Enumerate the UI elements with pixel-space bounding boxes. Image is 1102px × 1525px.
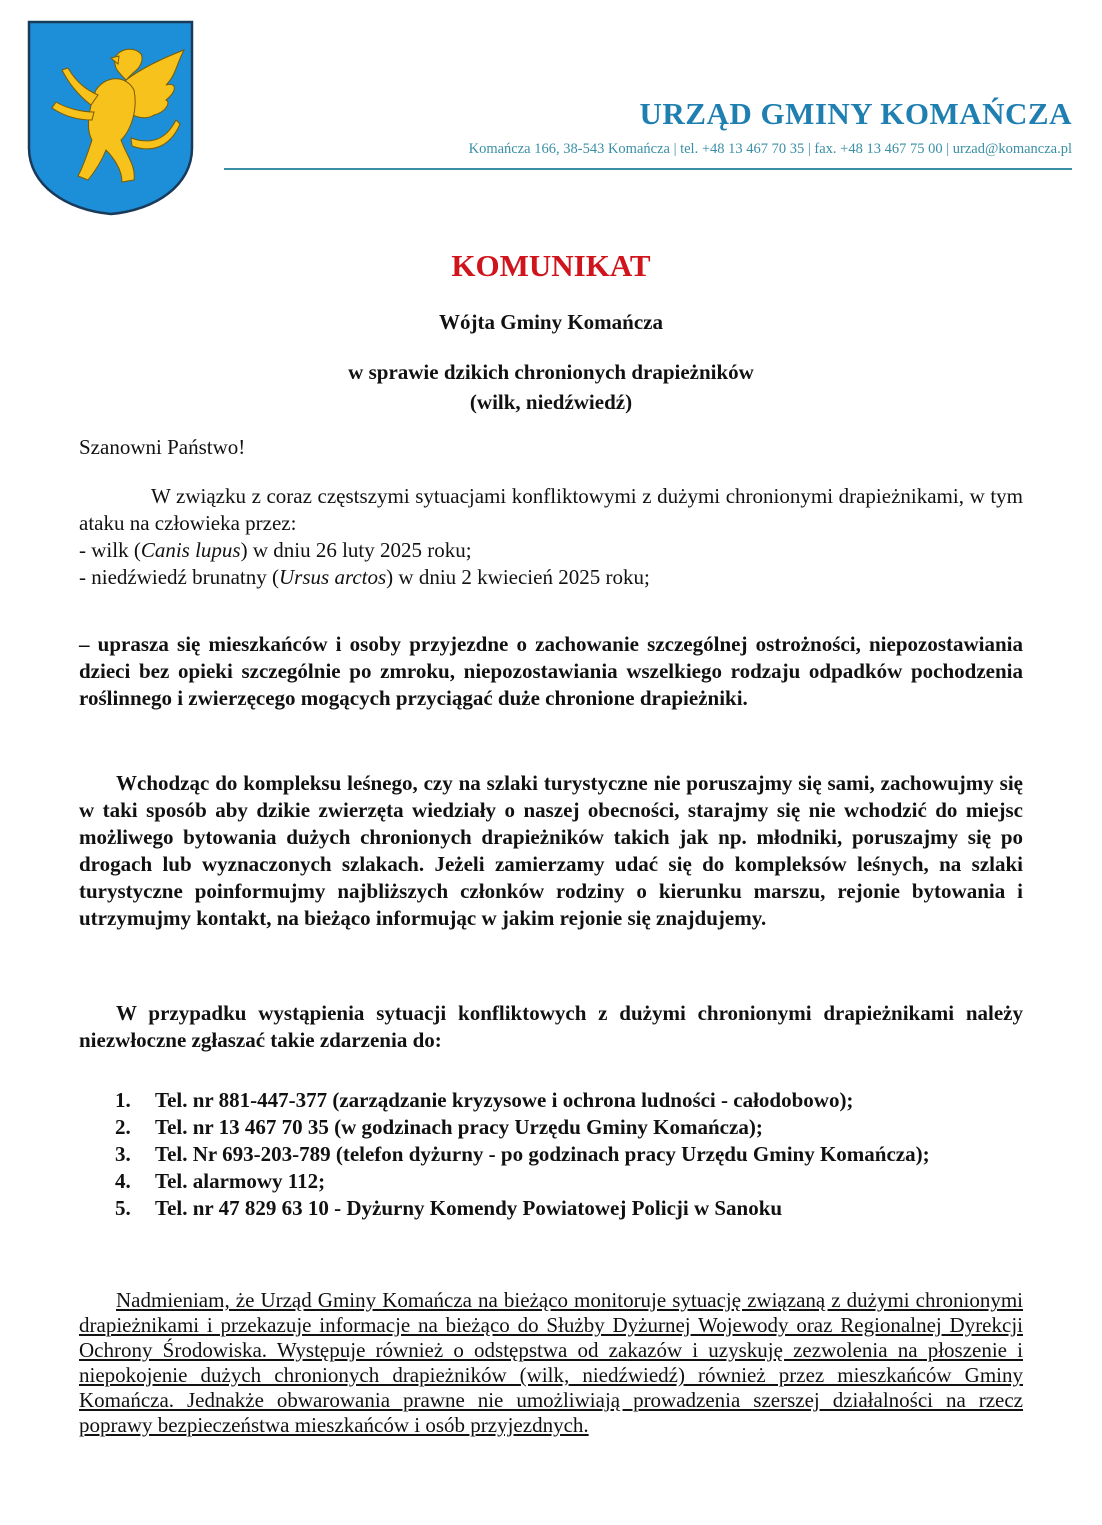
document-subtitle-author: Wójta Gminy Komańcza [439,310,663,334]
greeting: Szanowni Państwo! [79,435,246,459]
subject-line-1: w sprawie dzikich chronionych drapieżników [348,360,754,384]
contact-text: Tel. Nr 693-203-789 (telefon dyżurny - po godzinach pracy Urzędu Gminy Komańcza); [155,1142,930,1166]
organization-name: URZĄD GMINY KOMAŃCZA [639,96,1072,131]
contact-item: 3. Tel. Nr 693-203-789 (telefon dyżurny - po godzinach pracy Urzędu Gminy Komańcza); [79,1141,1023,1168]
document-subtitle-subject [0,357,1102,417]
contact-item: 5. Tel. nr 47 829 63 10 - Dyżurny Komendy Powiatowej Policji w Sanoku [79,1195,1023,1222]
contact-item: 2. Tel. nr 13 467 70 35 (w godzinach pracy Urzędu Gminy Komańcza); [79,1114,1023,1141]
griffin-crest-icon [26,20,196,216]
contact-item: 1. Tel. nr 881-447-377 (zarządzanie kryzysowe i ochrona ludności - całodobowo); [79,1087,1023,1114]
incident-wolf: - wilk (Canis lupus) w dniu 26 luty 2025 roku; [79,538,472,562]
intro-section [79,483,1023,591]
latin-name: Canis lupus [140,538,241,562]
header-divider [224,168,1072,170]
emergency-contacts-list [79,1087,1023,1222]
subject-line-2: (wilk, niedźwiedź) [469,390,633,414]
forest-advice-paragraph: Wchodząc do kompleksu leśnego, czy na szlaki turystyczne nie poruszajmy się sami, zachowujmy się w taki sposób aby dzikie zwierzęta wiedziały o naszej obecności, starajmy się nie wchodzić do miejsc możliwego bytowania dużych chronionych drapieżników takich jak np. młodniki, poruszajmy się po drogach lub wyznaczonych szlakach. Jeżeli zamierzamy udać się do kompleksów leśnych, na szlaki turystyczne poinformujmy najbliższych członków rodziny o kierunku marszu, rejonie bytowania i utrzymujmy kontakt, na bieżąco informując w jakim rejonie się znajdujemy. [79,771,1023,930]
contact-item: 4. Tel. alarmowy 112; [79,1168,1023,1195]
intro-paragraph: W związku z coraz częstszymi sytuacjami konfliktowymi z dużymi chronionymi drapieżnikami, w tym ataku na człowieka przez: [79,484,1023,535]
closing-note: Nadmieniam, że Urząd Gminy Komańcza na bieżąco monitoruje sytuację związaną z dużymi chronionymi drapieżnikami i przekazuje informacje na bieżąco do Służby Dyżurnej Wojewody oraz Regionalnej Dyrekcji Ochrony Środowiska. Występuje również o odstępstwa od zakazów i uzyskuję zezwolenia na płoszenie i niepokojenie dużych chronionych drapieżników (wilk, niedźwiedź) również przez mieszkańców Gminy Komańcza. Jednakże obwarowania prawne nie umożliwiają prowadzenia szerszej działalności na rzecz poprawy bezpieczeństwa mieszkańców i osób przyjezdnych. [79,1288,1023,1437]
contact-text: Tel. nr 47 829 63 10 - Dyżurny Komendy Powiatowej Policji w Sanoku [155,1196,783,1220]
latin-name: Ursus arctos [279,565,387,589]
document-title: KOMUNIKAT [451,248,651,283]
incident-bear: - niedźwiedź brunatny (Ursus arctos) w dniu 2 kwiecień 2025 roku; [79,565,650,589]
report-instructions-paragraph: W przypadku wystąpienia sytuacji konfliktowych z dużymi chronionymi drapieżnikami należy niezwłoczne zgłaszać takie zdarzenia do: [79,1001,1023,1052]
organization-contact: Komańcza 166, 38-543 Komańcza | tel. +48 13 467 70 35 | fax. +48 13 467 75 00 | urzad@komancza.pl [468,141,1072,157]
contact-text: Tel. alarmowy 112; [155,1169,326,1193]
caution-paragraph: – uprasza się mieszkańców i osoby przyjezdne o zachowanie szczególnej ostrożności, niepozostawiania dzieci bez opieki szczególnie po zmroku, niepozostawiania wszelkiego rodzaju odpadków pochodzenia roślinnego i zwierzęcego mogących przyciągać duże chronione drapieżniki. [79,632,1023,710]
contact-text: Tel. nr 881-447-377 (zarządzanie kryzysowe i ochrona ludności - całodobowo); [155,1088,854,1112]
contact-text: Tel. nr 13 467 70 35 (w godzinach pracy Urzędu Gminy Komańcza); [155,1115,763,1139]
